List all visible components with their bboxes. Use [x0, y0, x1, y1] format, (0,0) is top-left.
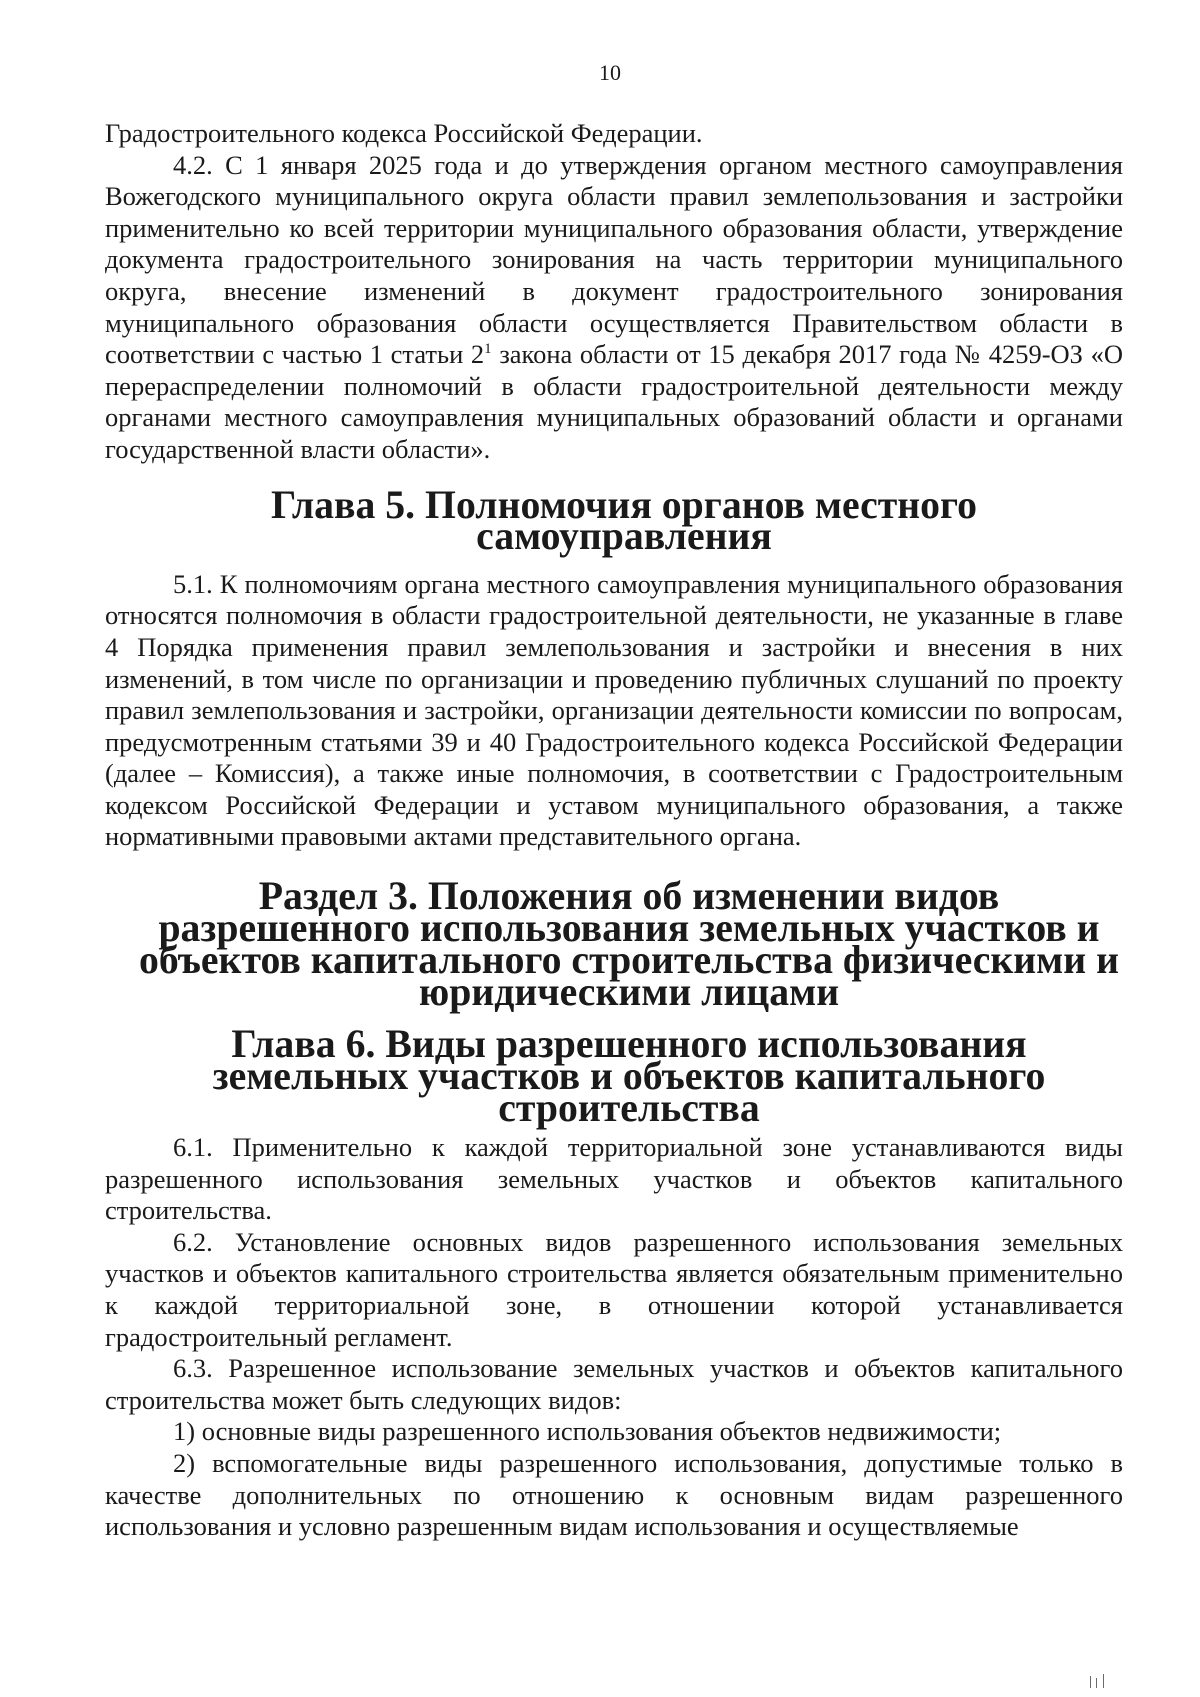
list-item-1: 1) основные виды разрешенного использования объектов недвижимости;	[173, 1416, 1002, 1447]
document-body	[105, 118, 1123, 1543]
paragraph-6-1: 6.1. Применительно к каждой территориальной зоне устанавливаются виды разрешенного использования земельных участков и объектов капитального строительства.	[105, 1132, 1123, 1226]
paragraph-6-2: 6.2. Установление основных видов разрешенного использования земельных участков и объектов капитального строительства является обязательным применительно к каждой территориальной зоне, в отношении которой устанавливается градостроительный регламент.	[105, 1226, 1123, 1352]
scan-artifact-mark	[1096, 1678, 1097, 1688]
paragraph-continuation: Градостроительного кодекса Российской Федерации.	[105, 118, 703, 148]
chapter-6-heading: Глава 6. Виды разрешенного использования земельных участков и объектов капитального строительства	[212, 1022, 1046, 1131]
section-3-heading: Раздел 3. Положения об изменении видов разрешенного использования земельных участков и объектов капитального строительства физическими и юридическими лицами	[138, 874, 1119, 1015]
superscript-mark: 1	[484, 341, 492, 358]
paragraph-5-1: 5.1. К полномочиям органа местного самоуправления муниципального образования относятся полномочия в области градостроительной деятельности, не указанные в главе 4 Порядка применения правил землепользования и застройки и внесения в них изменений, в том числе по организации и проведению публичных слушаний по проекту правил землепользования и застройки, организации деятельности комиссии по вопросам, предусмотренным статьями 39 и 40 Градостроительного кодекса Российской Федерации (далее – Комиссия), а также иные полномочия, в соответствии с Градостроительным кодексом Российской Федерации и уставом муниципального образования, а также нормативными правовыми актами представительного органа.	[105, 568, 1123, 852]
chapter-5-heading: Глава 5. Полномочия органов местного самоуправления	[271, 482, 977, 559]
list-item-2: 2) вспомогательные виды разрешенного использования, допустимые только в качестве дополнительных по отношению к основным видам разрешенного использования и условно разрешенным видам использования и осуществляемые	[105, 1448, 1123, 1542]
scan-artifact-mark	[1090, 1676, 1091, 1688]
paragraph-4-2-text: 4.2. С 1 января 2025 года и до утверждения органом местного самоуправления Вожегодского муниципального округа области правил землепользования и застройки применительно ко всей территории муниципального образования области, утверждение документа градостроительного зонирования на часть территории муниципального округа, внесение изменений в документ градостроительного зонирования муниципального образования области осуществляется Правительством области в соответствии с частью 1 статьи 2	[105, 149, 1123, 370]
page-number: 10	[599, 60, 621, 85]
paragraph-6-3: 6.3. Разрешенное использование земельных участков и объектов капитального строительства может быть следующих видов:	[105, 1353, 1123, 1415]
scan-artifact-mark	[1103, 1674, 1104, 1688]
paragraph-4-2	[105, 150, 1123, 466]
paragraph-4-2-text-cont: закона области от 15 декабря 2017 года № 4259-ОЗ «О перераспределении полномочий в области градостроительной деятельности между органами местного самоуправления муниципальных образований области и органами государственной власти области».	[105, 339, 1123, 464]
